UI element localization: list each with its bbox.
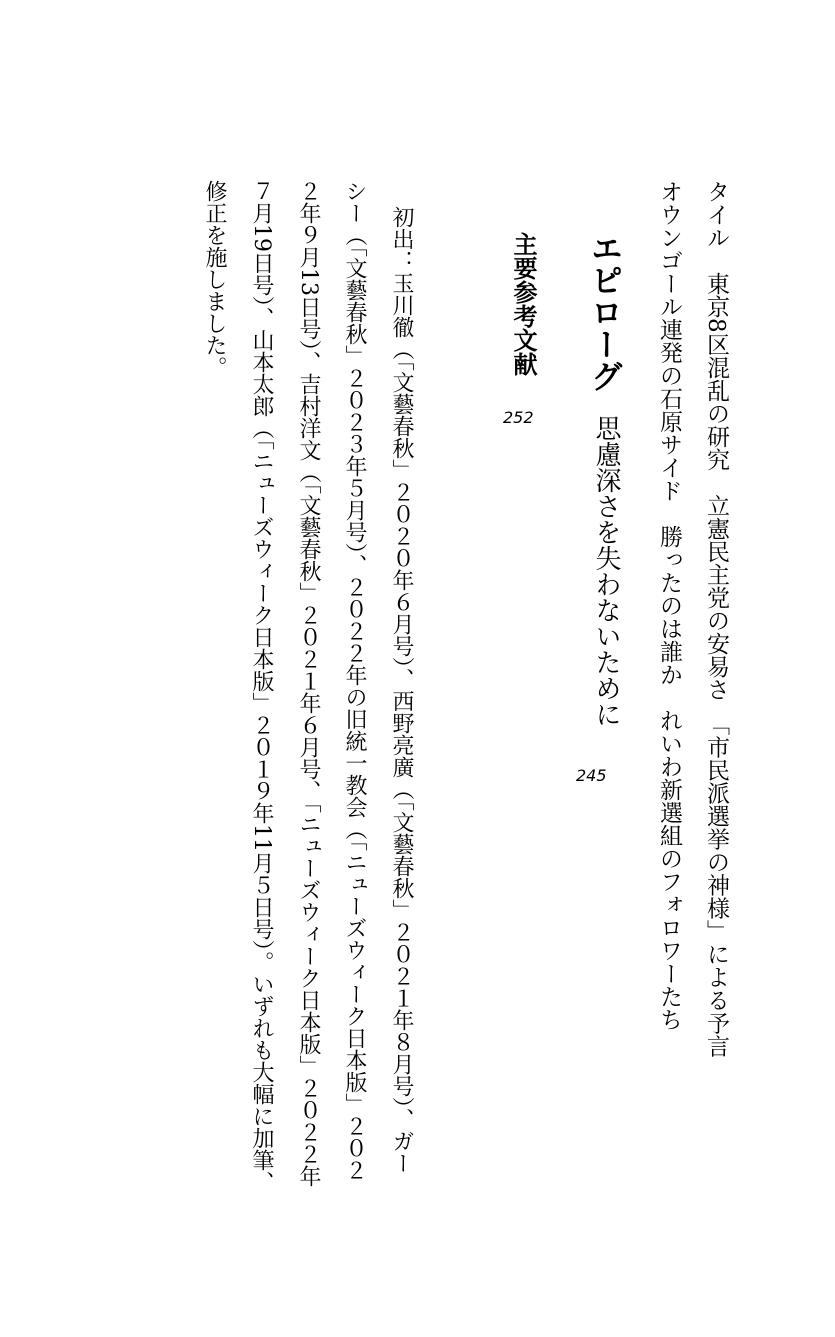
note-line-2: シー（「文藝春秋」２０２３年５月号）、２０２２年の旧統一教会（「ニューズウィーク日本版」２０２ [342, 180, 367, 1181]
epilogue-page-number: 245 [576, 766, 607, 785]
note-line-4: ７月19日号）、山本太郎（「ニューズウィーク日本版」２０１９年11月５日号）。いずれも大幅に加筆、 [249, 180, 274, 1193]
note-line-1: 初出：玉川徹（「文藝春秋」２０２０年６月号）、西野亮廣（「文藝春秋」２０２１年８月号）、ガー [389, 206, 414, 1174]
toc-line-2: オウンゴール連発の石原サイド 勝ったのは誰か れいわ新選組のフォロワーたち [656, 180, 682, 1031]
bibliography-page-number: 252 [503, 408, 534, 427]
note-line-3: ２年９月13日号）、吉村洋文（「文藝春秋」２０２１年６月号、「ニューズウィーク日本版」２０２２年 [296, 180, 321, 1187]
epilogue-title: エピローグ [586, 232, 624, 392]
bibliography-title: 主要参考文献 [509, 232, 538, 376]
toc-line-1: タイル 東京8区混乱の研究 立憲民主党の安易さ 「市民派選挙の神様」による予言 [703, 180, 729, 1058]
epilogue-subtitle: 思慮深さを失わないために [591, 415, 621, 727]
note-line-5: 修正を施しました。 [202, 180, 227, 378]
